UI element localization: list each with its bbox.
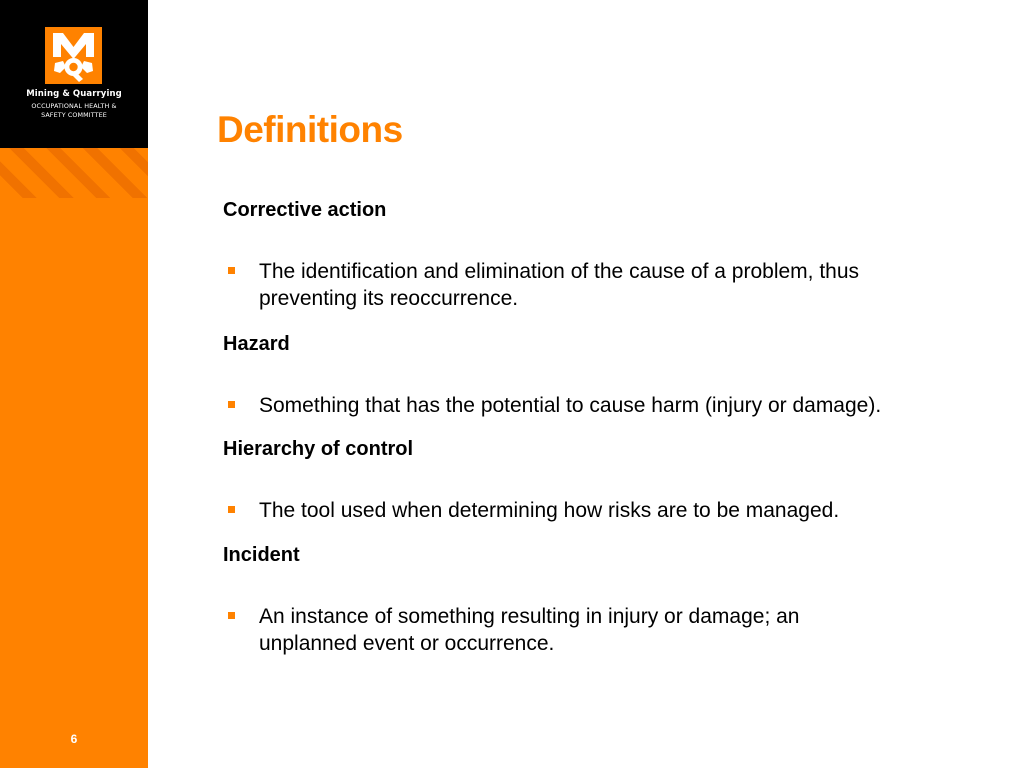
square-bullet-icon xyxy=(228,401,235,408)
term-hierarchy-of-control: Hierarchy of control xyxy=(223,438,414,460)
definition-hierarchy-of-control xyxy=(223,497,943,524)
definition-text: An instance of something resulting in injury or damage; an unplanned event or occurrence. xyxy=(259,605,800,655)
definition-hazard xyxy=(223,392,943,419)
sidebar-band xyxy=(0,0,148,768)
slide-title: Definitions xyxy=(217,109,403,150)
square-bullet-icon xyxy=(228,612,235,619)
definition-text: The tool used when determining how risks are to be managed. xyxy=(259,499,840,522)
logo-title: Mining & Quarrying xyxy=(26,89,122,99)
definition-corrective-action xyxy=(223,258,943,312)
logo xyxy=(0,0,148,148)
definition-incident xyxy=(223,603,863,657)
square-bullet-icon xyxy=(228,267,235,274)
definition-text: Something that has the potential to cause harm (injury or damage). xyxy=(259,394,882,417)
logo-subtitle-line1: OCCUPATIONAL HEALTH & xyxy=(31,102,117,110)
definition-text: The identification and elimination of the cause of a problem, thus preventing its reoccurrence. xyxy=(259,260,860,310)
mq-logo-icon xyxy=(45,27,102,84)
decorative-stripes xyxy=(0,148,148,198)
page-number: 6 xyxy=(70,732,78,746)
term-corrective-action: Corrective action xyxy=(223,199,387,221)
logo-subtitle-line2: SAFETY COMMITTEE xyxy=(41,111,107,119)
term-hazard: Hazard xyxy=(223,333,290,355)
term-incident: Incident xyxy=(223,544,300,566)
square-bullet-icon xyxy=(228,506,235,513)
